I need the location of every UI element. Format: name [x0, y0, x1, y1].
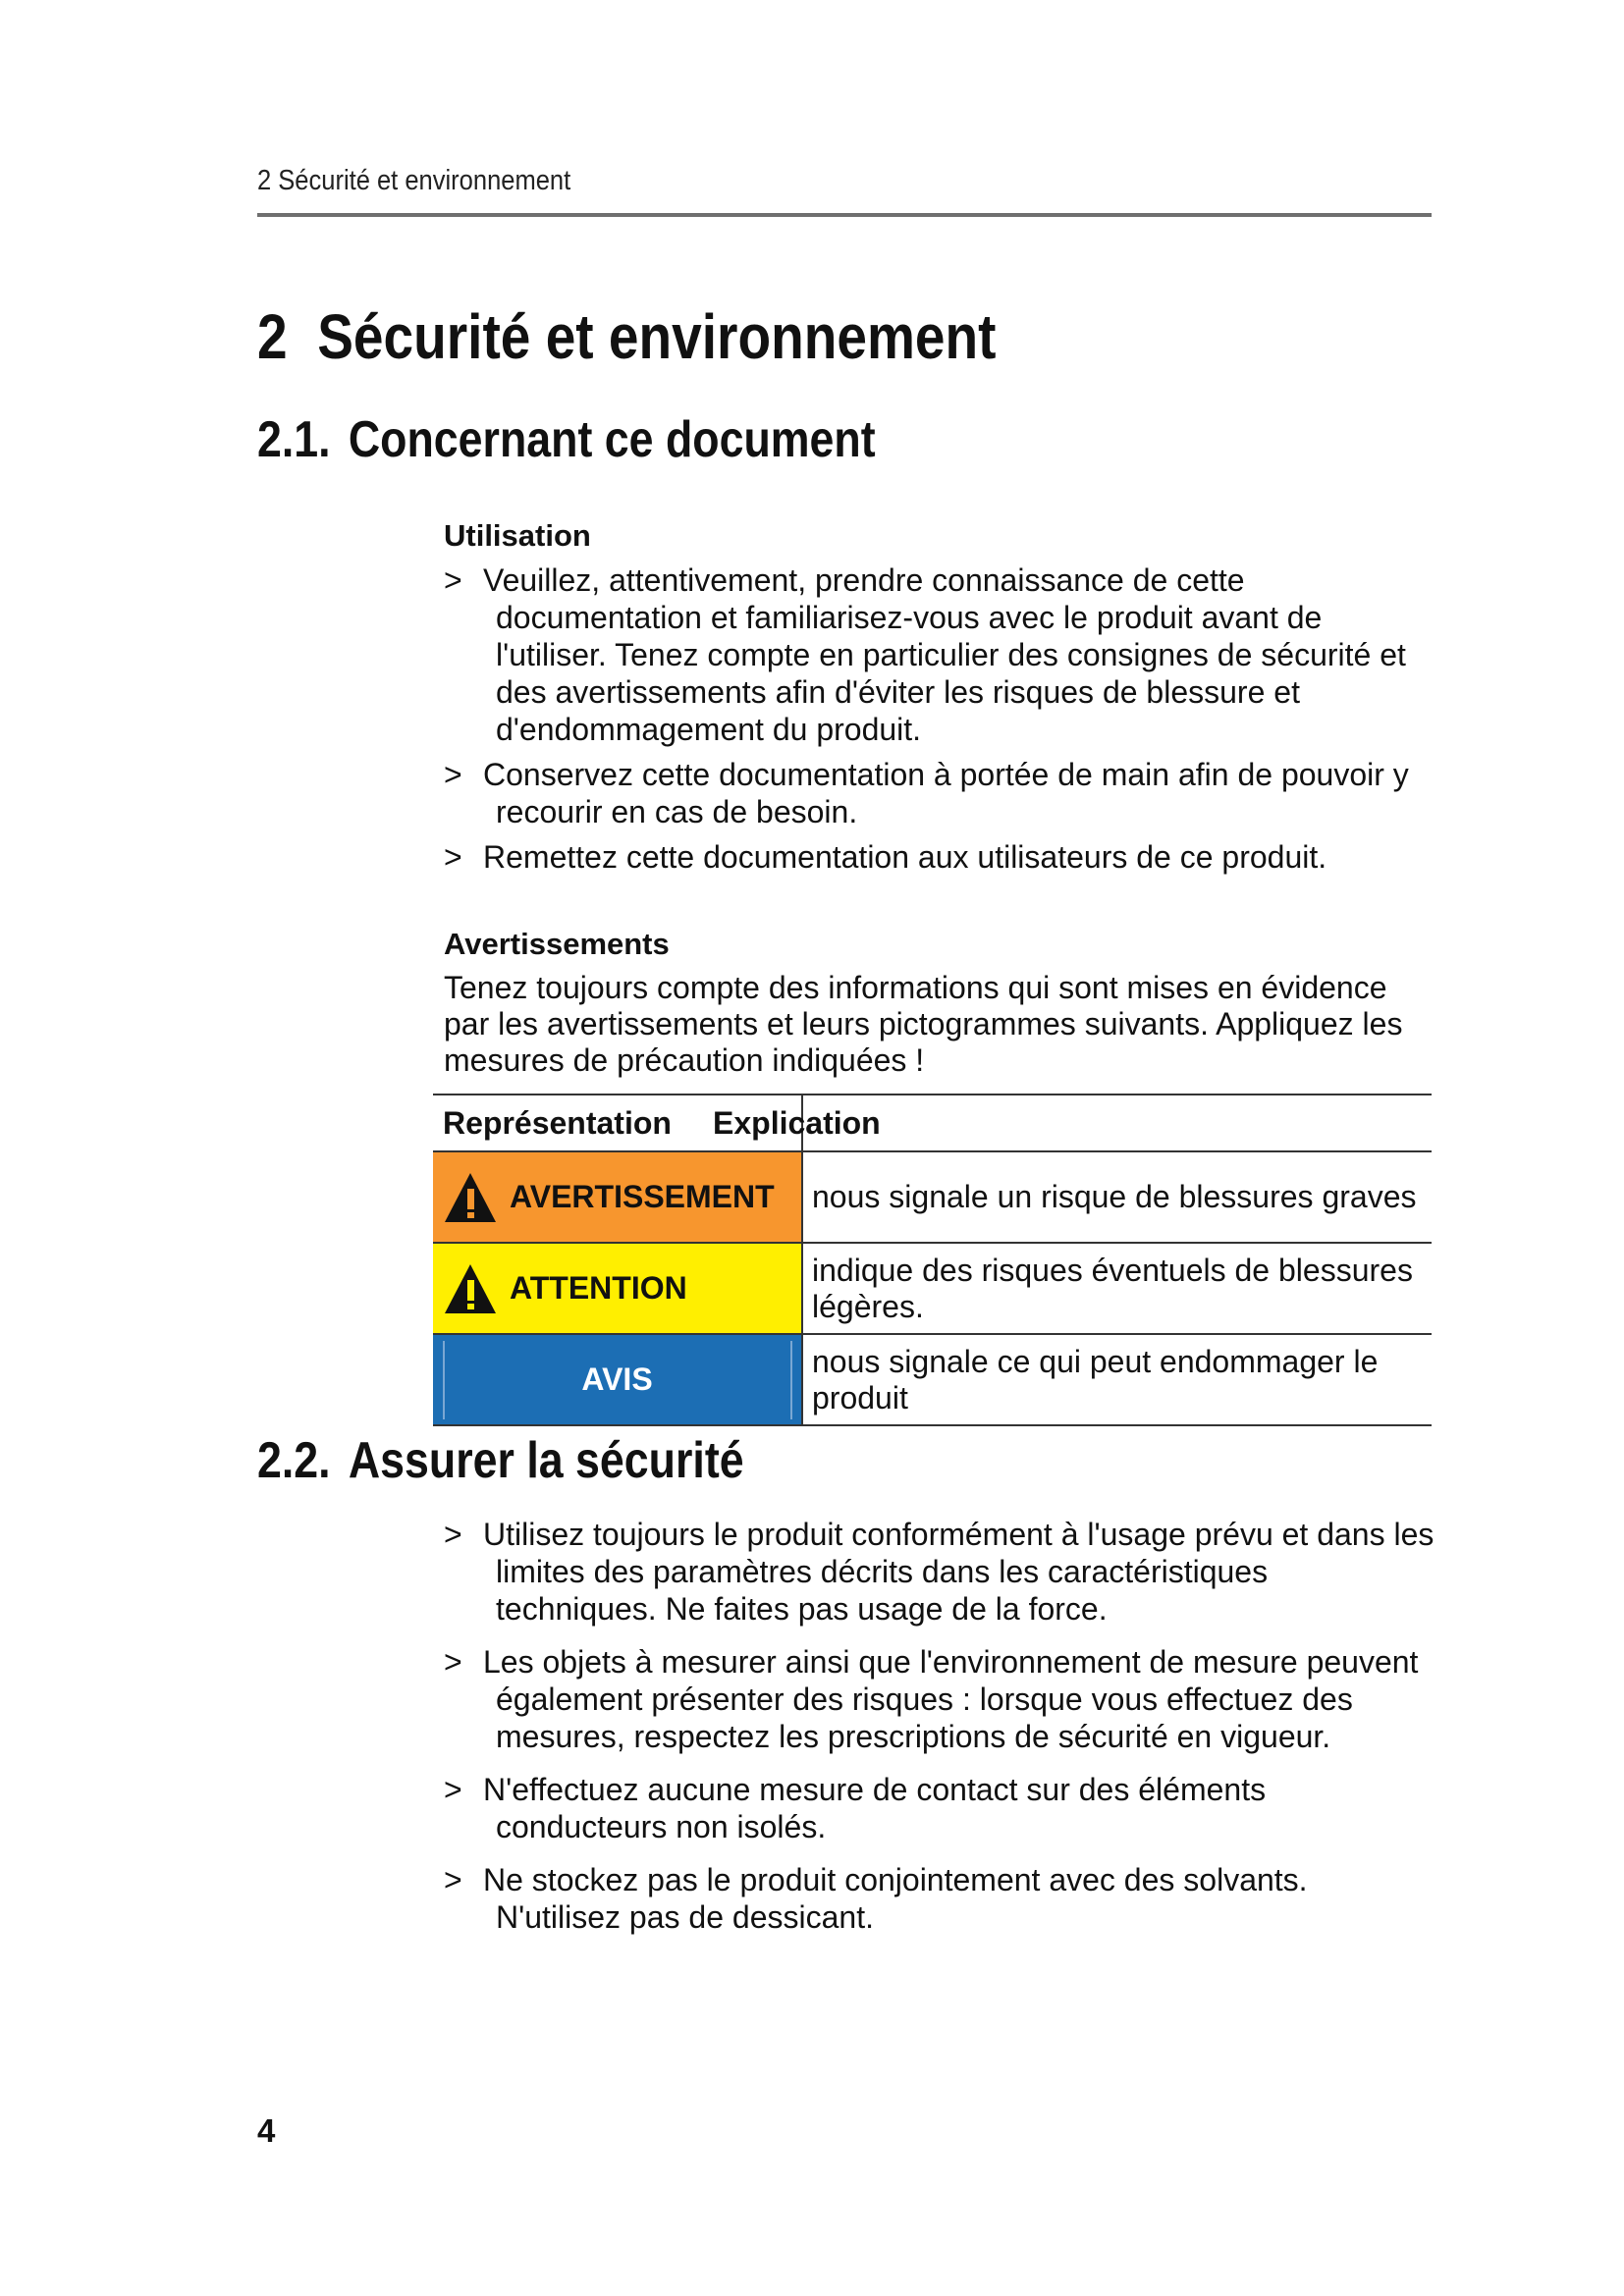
- usage-list: [444, 561, 1435, 883]
- col-representation: Représentation: [433, 1095, 802, 1151]
- signal-description: nous signale un risque de blessures graves: [802, 1151, 1432, 1243]
- table-row: [433, 1151, 1432, 1243]
- section-2-1-heading: [257, 410, 876, 469]
- bullet-marker: >: [444, 1517, 462, 1552]
- signal-cell: [433, 1243, 802, 1334]
- bullet-marker: >: [444, 1644, 462, 1680]
- signal-cell: [433, 1334, 802, 1425]
- list-item: > N'effectuez aucune mesure de contact sur des éléments conducteurs non isolés.: [444, 1772, 1267, 1844]
- warning-triangle-icon: [443, 1170, 498, 1225]
- bullet-marker: >: [444, 757, 462, 792]
- signal-label: ATTENTION: [510, 1270, 687, 1306]
- signal-description: indique des risques éventuels de blessures légères.: [802, 1243, 1432, 1334]
- page-number: 4: [257, 2112, 276, 2149]
- section-2-2-heading: [257, 1431, 744, 1490]
- safety-list: [444, 1516, 1435, 1951]
- signal-attention: [433, 1244, 801, 1333]
- bullet-marker: >: [444, 1772, 462, 1807]
- bullet-marker: >: [444, 562, 462, 598]
- signal-avis: [433, 1335, 801, 1424]
- list-item: > Utilisez toujours le produit conformément à l'usage prévu et dans les limites des paramètres décrits dans les caractéristiques techniques. Ne faites pas usage de la force.: [444, 1517, 1435, 1627]
- warning-triangle-icon: [443, 1261, 498, 1316]
- table-header-row: [433, 1095, 1432, 1151]
- signal-label: AVIS: [581, 1362, 653, 1397]
- signal-cell: [433, 1151, 802, 1243]
- table-row: [433, 1243, 1432, 1334]
- signal-label: AVERTISSEMENT: [510, 1179, 775, 1214]
- col-explication: Explication: [802, 1095, 1432, 1151]
- table-row: [433, 1334, 1432, 1425]
- section-number: 2.2.: [257, 1432, 331, 1489]
- warnings-table: [433, 1094, 1432, 1426]
- list-item: > Veuillez, attentivement, prendre connaissance de cette documentation et familiarisez-vous avec le produit avant de l'utiliser. Tenez compte en particulier des consignes de sécurité et des avertissements afin d'éviter les risques de blessure et d'endommagement du produit.: [444, 562, 1406, 747]
- section-title: Assurer la sécurité: [348, 1432, 744, 1489]
- bullet-marker: >: [444, 1862, 462, 1897]
- running-header: 2 Sécurité et environnement: [257, 165, 571, 196]
- list-item: > Ne stockez pas le produit conjointement avec des solvants. N'utilisez pas de dessicant.: [444, 1862, 1308, 1935]
- warnings-heading: Avertissements: [444, 927, 670, 961]
- signal-description: nous signale ce qui peut endommager le produit: [802, 1334, 1432, 1425]
- header-divider: [257, 213, 1432, 217]
- bullet-marker: >: [444, 839, 462, 875]
- signal-avertissement: [433, 1152, 801, 1242]
- section-number: 2.1.: [257, 411, 331, 468]
- section-title: Concernant ce document: [348, 411, 876, 468]
- warnings-intro: Tenez toujours compte des informations qui sont mises en évidence par les avertissements et leurs pictogrammes suivants. Appliquez les mesures de précaution indiquées !: [444, 970, 1403, 1078]
- list-item: > Les objets à mesurer ainsi que l'environnement de mesure peuvent également présenter des risques : lorsque vous effectuez des mesures, respectez les prescriptions de sécurité en vigueur.: [444, 1644, 1419, 1754]
- chapter-title: 2 Sécurité et environnement: [257, 301, 997, 372]
- list-item: > Conservez cette documentation à portée de main afin de pouvoir y recourir en cas de besoin.: [444, 757, 1409, 829]
- list-item: > Remettez cette documentation aux utilisateurs de ce produit.: [444, 839, 1327, 875]
- usage-heading: Utilisation: [444, 518, 591, 553]
